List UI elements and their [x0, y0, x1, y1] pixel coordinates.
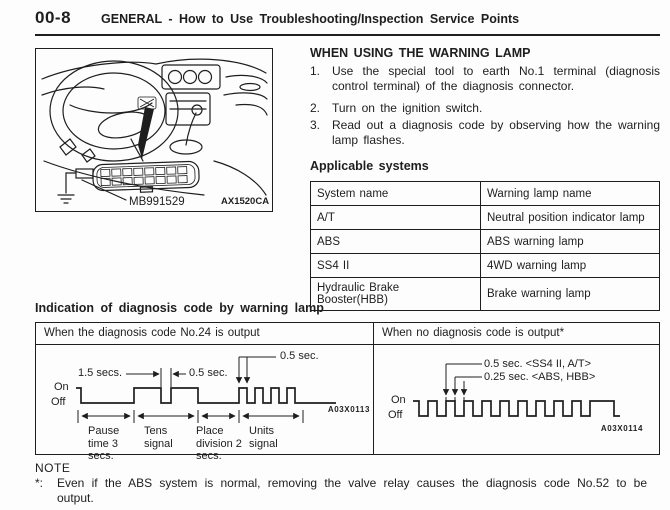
- note-text: Even if the ABS system is normal, removing the valve relay causes the diagnosis code No.52 to be output.: [57, 476, 647, 505]
- header-rule: [35, 34, 660, 36]
- page-number: 00-8: [35, 8, 72, 27]
- units-segment-label: Units signal: [249, 425, 278, 450]
- step-text: Turn on the ignition switch.: [332, 101, 483, 115]
- tens-segment-label: Tens signal: [144, 425, 173, 450]
- no-code-header: When no diagnosis code is output*: [374, 323, 659, 345]
- step-text: Read out a diagnosis code by observing how the warning lamp flashes.: [332, 118, 660, 147]
- page-header: [35, 8, 660, 28]
- gear-knob: [192, 105, 202, 115]
- column-header: Warning lamp name: [481, 182, 660, 206]
- step-2: [310, 101, 660, 116]
- section-heading: WHEN USING THE WARNING LAMP: [310, 46, 531, 60]
- no-code-column: [374, 323, 659, 454]
- system-name-cell: ABS: [311, 230, 481, 254]
- step-number: 1.: [310, 64, 321, 78]
- place-segment-label: Place division 2 secs.: [196, 425, 242, 462]
- code24-column: [36, 323, 374, 462]
- table-header-row: [311, 182, 660, 206]
- warning-lamp-section: [310, 46, 660, 311]
- diagnosis-code-panel: [35, 322, 660, 462]
- lamp-name-cell: ABS warning lamp: [481, 230, 660, 254]
- column-header: System name: [311, 182, 481, 206]
- system-name-cell: Hydraulic Brake Booster(HBB): [311, 278, 481, 311]
- step-1: [310, 64, 660, 94]
- dim-label-0-25-sec: 0.25 sec. <ABS, HBB>: [484, 371, 596, 383]
- figure-code: AX1520CA: [221, 196, 270, 207]
- applicable-systems-heading: Applicable systems: [310, 159, 429, 173]
- off-label: Off: [388, 409, 403, 421]
- pedals: [60, 139, 95, 162]
- figure-code: A03X0113: [327, 405, 370, 414]
- lamp-name-cell: 4WD warning lamp: [481, 254, 660, 278]
- step-number: 3.: [310, 118, 321, 132]
- system-name-cell: SS4 II: [311, 254, 481, 278]
- dashboard-illustration: [36, 49, 271, 210]
- glovebox: [224, 75, 267, 115]
- step-3: [310, 118, 660, 148]
- lamp-name-cell: Neutral position indicator lamp: [481, 206, 660, 230]
- note-item: [35, 476, 647, 506]
- note-marker: *:: [35, 476, 44, 490]
- on-label: On: [54, 381, 69, 393]
- tool-label: MB991529: [129, 196, 185, 208]
- dim-label-0-5-sec-gap: 0.5 sec.: [189, 367, 228, 379]
- page-title: GENERAL - How to Use Troubleshooting/Inspection Service Points: [101, 12, 520, 26]
- dim-label-0-5-sec-unit: 0.5 sec.: [280, 350, 319, 362]
- pause-segment-label: Pause time 3 secs.: [88, 425, 120, 462]
- dim-label-0-5-sec: 0.5 sec. <SS4 II, A/T>: [484, 358, 592, 370]
- off-label: Off: [51, 396, 66, 408]
- diagnosis-connector: [93, 161, 200, 194]
- figure-code: A03X0114: [600, 424, 643, 433]
- diagnosis-connector-figure: [35, 48, 273, 212]
- note-section: [35, 461, 647, 506]
- steering-wheel: [50, 61, 178, 161]
- table-row: [311, 206, 660, 230]
- step-list: [310, 64, 660, 148]
- lamp-name-cell: Brake warning lamp: [481, 278, 660, 311]
- table-row: [311, 278, 660, 311]
- dim-label-1-5-secs: 1.5 secs.: [78, 367, 123, 379]
- on-label: On: [391, 394, 406, 406]
- no-code-diagram: [374, 345, 659, 454]
- table-row: [311, 254, 660, 278]
- code24-header: When the diagnosis code No.24 is output: [36, 323, 373, 345]
- table-row: [311, 230, 660, 254]
- earth-tool: [58, 169, 126, 203]
- step-number: 2.: [310, 101, 321, 115]
- applicable-systems-table: [310, 181, 660, 311]
- step-text: Use the special tool to earth No.1 terminal (diagnosis control terminal) of the diagnosis connector.: [332, 64, 660, 93]
- ground-symbol: [58, 195, 74, 203]
- indication-heading: Indication of diagnosis code by warning lamp: [35, 301, 324, 315]
- code24-diagram: [36, 345, 373, 462]
- note-heading: NOTE: [35, 461, 71, 475]
- system-name-cell: A/T: [311, 206, 481, 230]
